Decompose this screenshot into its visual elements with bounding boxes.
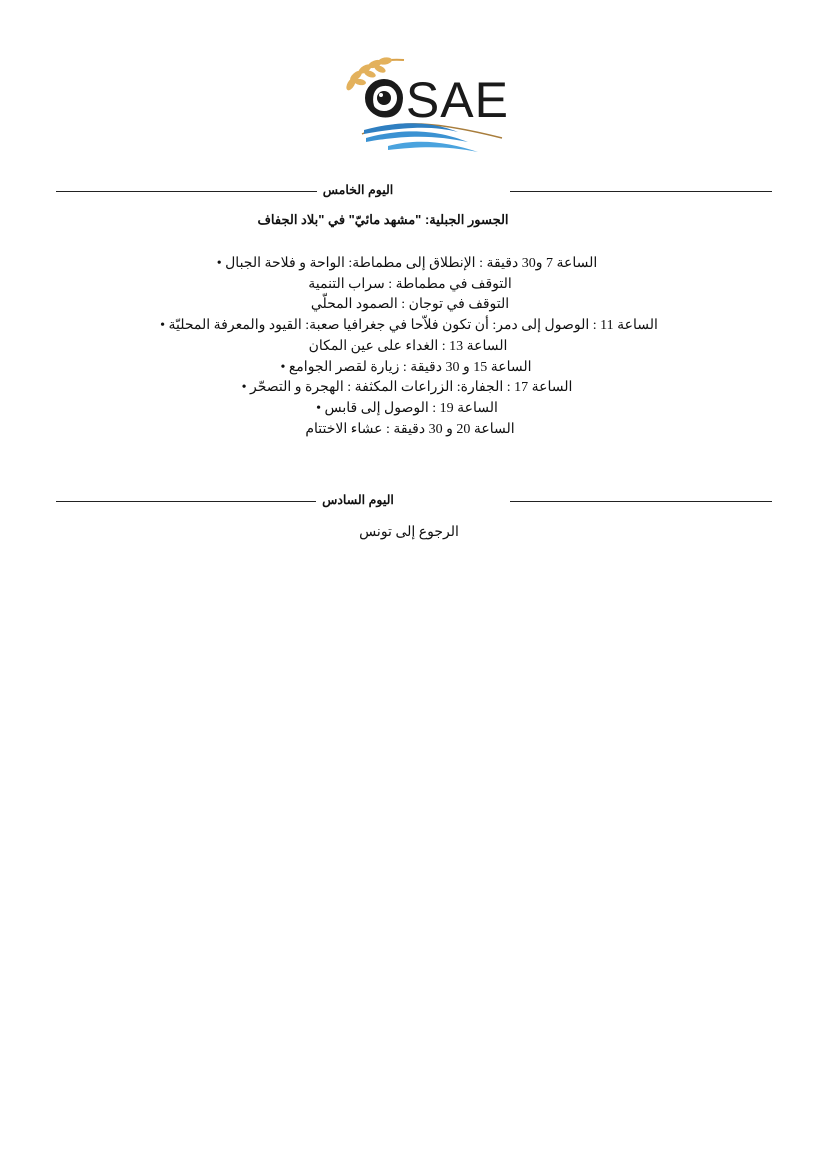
day5-heading: اليوم الخامس bbox=[0, 182, 772, 197]
day5-heading-rule bbox=[56, 184, 772, 198]
day6-heading: اليوم السادس bbox=[0, 492, 772, 507]
osae-logo bbox=[318, 52, 508, 160]
schedule-line: الساعة 15 و 30 دقيقة : زيارة لقصر الجوامع • bbox=[280, 359, 532, 375]
day5-subtitle: الجسور الجبلية: "مشهد مائيّ" في "بلاد الجفاف bbox=[257, 212, 509, 227]
schedule-line: الساعة 13 : الغداء على عين المكان bbox=[308, 338, 508, 354]
day5-schedule bbox=[0, 254, 826, 440]
schedule-line: الساعة 19 : الوصول إلى قابس • bbox=[316, 400, 498, 416]
schedule-line: الساعة 20 و 30 دقيقة : عشاء الاختتام bbox=[305, 421, 515, 437]
schedule-line: الساعة 7 و30 دقيقة : الإنطلاق إلى مطماطة: الواحة و فلاحة الجبال • bbox=[216, 256, 598, 271]
schedule-line: التوقف في مطماطة : سراب التنمية bbox=[308, 276, 512, 292]
schedule-line: الساعة 17 : الجفارة: الزراعات المكثفة : الهجرة و التصحّر • bbox=[241, 380, 573, 396]
schedule-line: الساعة 11 : الوصول إلى دمر: أن تكون فلاّحا في جغرافيا صعبة: القيود والمعرفة المحليّة • bbox=[160, 318, 658, 334]
day6-heading-rule bbox=[56, 494, 772, 508]
day6-text: الرجوع إلى تونس bbox=[359, 525, 459, 540]
schedule-line: التوقف في توجان : الصمود المحلّي bbox=[310, 297, 510, 313]
brand-name: OSAE bbox=[366, 72, 509, 128]
